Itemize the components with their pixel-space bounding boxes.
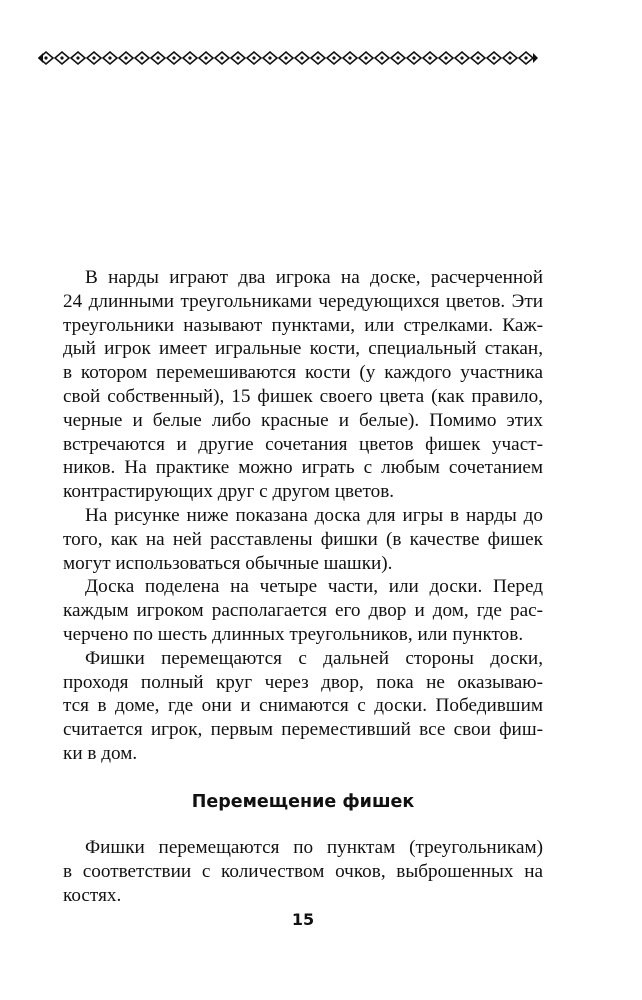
ornament-dot <box>396 56 399 59</box>
ornament-dot <box>460 56 463 59</box>
ornament-dot <box>172 56 175 59</box>
ornament-dot <box>76 56 79 59</box>
paragraph-line: контрастирующих друг с другом цветов. <box>63 481 395 503</box>
section-heading: Перемещение фишек <box>191 792 415 812</box>
ornament-dot <box>380 56 383 59</box>
ornament-dot <box>348 56 351 59</box>
ornament-dot <box>316 56 319 59</box>
ornament-dot <box>252 56 255 59</box>
paragraph-line: треугольники называют пунктами, или стрелками. Каж- <box>63 314 543 336</box>
section-line: костях. <box>63 884 122 906</box>
paragraph-line: дый игрок имеет игральные кости, специальный стакан, <box>63 338 543 360</box>
ornament-dot <box>92 56 95 59</box>
ornament-dot <box>156 56 159 59</box>
ornament-dot <box>108 56 111 59</box>
ornament-dot <box>364 56 367 59</box>
paragraph-line: проходя полный круг через двор, пока не оказываю- <box>63 671 543 693</box>
ornament-dot <box>508 56 511 59</box>
paragraph-line: Доска поделена на четыре части, или доски. Перед <box>85 576 543 598</box>
ornament-dot <box>188 56 191 59</box>
paragraph-line: каждым игроком располагается его двор и дом, где рас- <box>63 600 543 622</box>
ornament-dot <box>476 56 479 59</box>
paragraph-line: тся в доме, где они и снимаются с доски. Победившим <box>63 695 543 717</box>
section-text <box>63 836 543 907</box>
page-number: 15 <box>291 910 315 929</box>
paragraph-line: Фишки перемещаются с дальней стороны доски, <box>85 647 543 669</box>
paragraph-line: черчено по шесть длинных треугольников, или пунктов. <box>63 623 524 645</box>
ornament-dot <box>284 56 287 59</box>
ornament-dot <box>236 56 239 59</box>
ornament-dot <box>412 56 415 59</box>
ornament-dot <box>524 56 527 59</box>
ornament-dot <box>60 56 63 59</box>
ornament-dot <box>44 56 47 59</box>
ornament-dot <box>332 56 335 59</box>
paragraph-line: могут использоваться обычные шашки). <box>63 552 393 574</box>
paragraph-line: На рисунке ниже показана доска для игры в нарды до <box>85 504 543 526</box>
body-text <box>63 266 543 766</box>
ornament-dot <box>428 56 431 59</box>
paragraph-line: ки в дом. <box>63 742 138 764</box>
paragraph-line: в котором перемешиваются кости (у каждого участника <box>63 362 543 384</box>
ornament-end-cap <box>533 53 538 63</box>
paragraph-line: 24 длинными треугольниками чередующихся цветов. Эти <box>63 290 543 312</box>
ornament-dot <box>268 56 271 59</box>
paragraph-line: черные и белые либо красные и белые). Помимо этих <box>63 409 543 431</box>
paragraph-line: встречаются и другие сочетания цветов фишек участ- <box>63 433 543 455</box>
section-line: Фишки перемещаются по пунктам (треугольникам) <box>85 837 543 858</box>
paragraph-line: того, как на ней расставлены фишки (в качестве фишек <box>63 528 543 550</box>
ornament-dot <box>492 56 495 59</box>
paragraph-line: свой собственный), 15 фишек своего цвета (как правило, <box>63 385 543 407</box>
diamond-chain-border-icon <box>38 50 550 66</box>
ornament-dot <box>124 56 127 59</box>
ornament-dot <box>204 56 207 59</box>
ornament-dot <box>300 56 303 59</box>
paragraph-line: В нарды играют два игрока на доске, расчерченной <box>85 267 543 288</box>
paragraph-line: ников. На практике можно играть с любым сочетанием <box>63 457 543 479</box>
ornament-dot <box>220 56 223 59</box>
ornament-dot <box>444 56 447 59</box>
paragraph-line: считается игрок, первым переместивший все свои фиш- <box>63 719 543 741</box>
ornament-dot <box>140 56 143 59</box>
section-line: в соответствии с количеством очков, выброшенных на <box>63 860 543 882</box>
